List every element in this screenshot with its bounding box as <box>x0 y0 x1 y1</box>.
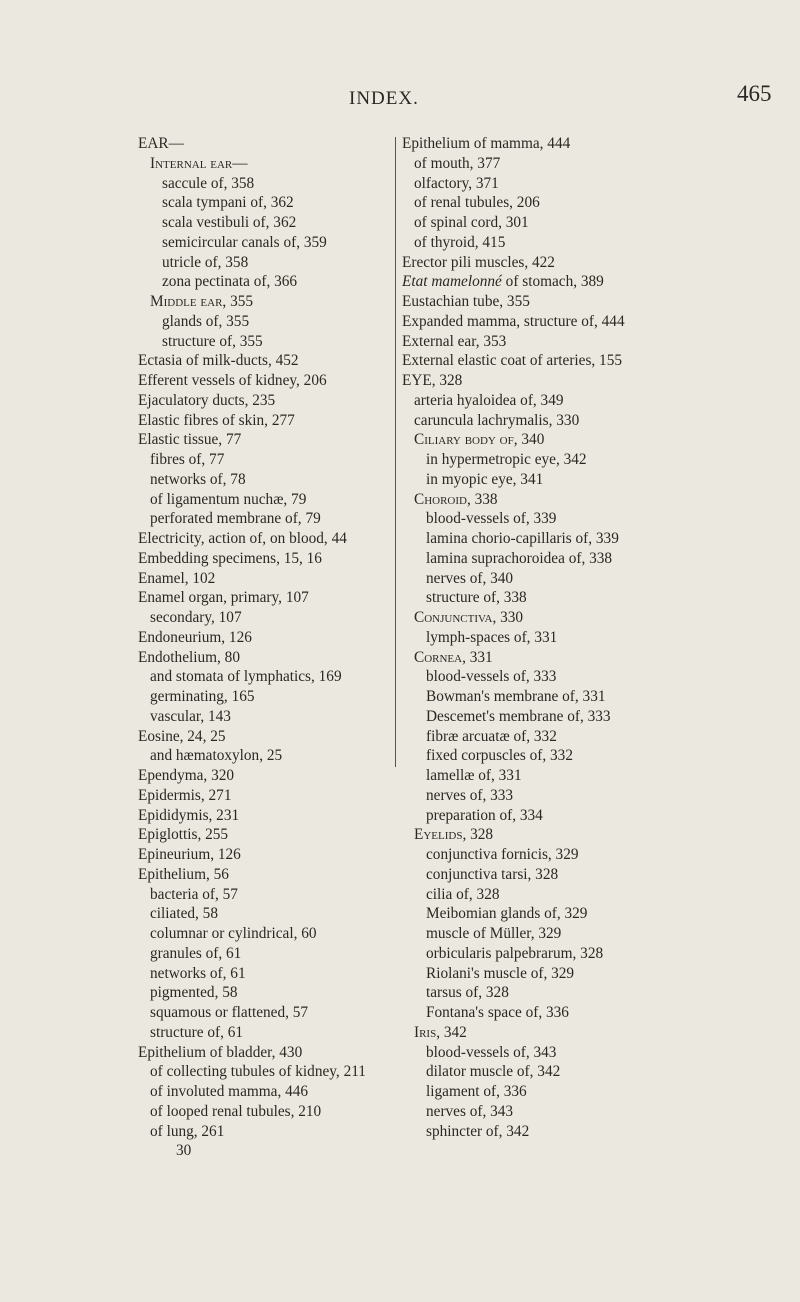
index-column-right <box>402 134 772 1141</box>
index-entry: tarsus of, 328 <box>426 984 509 1002</box>
index-entry: nerves of, 343 <box>426 1102 514 1120</box>
index-entry: of spinal cord, 301 <box>414 214 529 231</box>
index-entry: structure of, 338 <box>426 589 527 607</box>
index-entry: preparation of, 334 <box>426 806 543 824</box>
index-entry: saccule of, 358 <box>162 174 255 192</box>
index-entry: Enamel organ, primary, 107 <box>138 589 309 607</box>
running-header: INDEX. <box>349 88 419 109</box>
index-entry: sphincter of, 342 <box>426 1122 530 1140</box>
index-entry: perforated membrane of, 79 <box>150 510 321 528</box>
index-entry: networks of, 78 <box>150 470 246 488</box>
index-entry: Eyelids, 328 <box>414 826 494 844</box>
index-entry: Embedding specimens, 15, 16 <box>138 549 322 567</box>
index-entry: Bowman's membrane of, 331 <box>426 688 606 705</box>
index-entry: bacteria of, 57 <box>150 885 238 903</box>
index-entry: structure of, 355 <box>162 332 263 350</box>
index-entry: Efferent vessels of kidney, 206 <box>138 372 327 389</box>
page-number: 465 <box>737 81 772 106</box>
index-entry: of mouth, 377 <box>414 154 501 172</box>
index-entry: glands of, 355 <box>162 312 250 330</box>
index-entry: lamina suprachoroidea of, 338 <box>426 549 613 567</box>
index-entry: Epididymis, 231 <box>138 806 240 824</box>
index-entry: of involuted mamma, 446 <box>150 1083 309 1100</box>
index-entry: of renal tubules, 206 <box>414 194 540 212</box>
index-entry: blood-vessels of, 333 <box>426 668 557 686</box>
index-entry: Eustachian tube, 355 <box>402 293 530 310</box>
index-entry: Iris, 342 <box>414 1023 467 1041</box>
index-entry: Eosine, 24, 25 <box>138 727 226 745</box>
index-entry: networks of, 61 <box>150 964 246 982</box>
index-entry: of ligamentum nuchæ, 79 <box>150 490 307 508</box>
index-entry: blood-vessels of, 339 <box>426 510 557 528</box>
index-entry: arteria hyaloidea of, 349 <box>414 391 564 409</box>
index-entry: nerves of, 340 <box>426 569 514 587</box>
index-entry: lymph-spaces of, 331 <box>426 628 558 646</box>
index-entry: EAR— <box>138 135 184 152</box>
index-entry: External ear, 353 <box>402 332 507 350</box>
index-entry: Enamel, 102 <box>138 569 216 587</box>
index-entry: Etat mamelonné of stomach, 389 <box>402 273 604 291</box>
index-entry: secondary, 107 <box>150 609 242 626</box>
index-entry: conjunctiva tarsi, 328 <box>426 865 559 883</box>
index-entry: vascular, 143 <box>150 707 231 725</box>
index-entry: fibræ arcuatæ of, 332 <box>426 727 557 745</box>
index-entry: Epidermis, 271 <box>138 786 232 804</box>
index-entry: Epineurium, 126 <box>138 846 241 863</box>
index-entry: Epithelium of bladder, 430 <box>138 1043 303 1061</box>
index-entry: pigmented, 58 <box>150 984 238 1002</box>
index-entry: External elastic coat of arteries, 155 <box>402 352 623 370</box>
index-entry: structure of, 61 <box>150 1023 244 1041</box>
index-entry: EYE, 328 <box>402 372 463 389</box>
index-entry: in myopic eye, 341 <box>426 470 544 488</box>
index-entry: cilia of, 328 <box>426 885 500 903</box>
index-entry: Internal ear— <box>150 154 248 172</box>
index-entry: Riolani's muscle of, 329 <box>426 964 575 982</box>
index-entry: ligament of, 336 <box>426 1083 527 1100</box>
index-entry: 30 <box>176 1142 192 1160</box>
index-entry: ciliated, 58 <box>150 905 218 923</box>
index-entry: of lung, 261 <box>150 1122 225 1140</box>
index-entry: nerves of, 333 <box>426 786 514 804</box>
index-entry: utricle of, 358 <box>162 253 249 271</box>
index-entry: orbicularis palpebrarum, 328 <box>426 944 604 962</box>
index-entry: lamina chorio-capillaris of, 339 <box>426 530 619 547</box>
index-entry: Cornea, 331 <box>414 648 493 666</box>
index-entry: dilator muscle of, 342 <box>426 1063 561 1081</box>
index-entry: Epithelium of mamma, 444 <box>402 135 571 152</box>
index-entry: Elastic tissue, 77 <box>138 431 242 449</box>
index-entry: Endothelium, 80 <box>138 648 240 666</box>
index-entry: Choroid, 338 <box>414 490 498 508</box>
index-entry: fixed corpuscles of, 332 <box>426 747 573 765</box>
index-entry: fibres of, 77 <box>150 451 225 468</box>
index-entry: squamous or flattened, 57 <box>150 1004 309 1021</box>
column-divider <box>395 137 396 767</box>
index-entry: Ejaculatory ducts, 235 <box>138 391 276 409</box>
index-entry: granules of, 61 <box>150 944 242 962</box>
index-entry: Epithelium, 56 <box>138 865 229 883</box>
index-entry: muscle of Müller, 329 <box>426 925 562 942</box>
index-entry: Elastic fibres of skin, 277 <box>138 411 295 429</box>
index-entry: Meibomian glands of, 329 <box>426 905 588 923</box>
index-entry: Conjunctiva, 330 <box>414 609 524 626</box>
index-entry: scala vestibuli of, 362 <box>162 214 297 231</box>
index-entry: Erector pili muscles, 422 <box>402 253 555 271</box>
index-entry: of looped renal tubules, 210 <box>150 1102 322 1120</box>
index-entry: Endoneurium, 126 <box>138 628 252 646</box>
index-entry: Ciliary body of, 340 <box>414 431 545 449</box>
index-entry: Expanded mamma, structure of, 444 <box>402 312 625 330</box>
index-entry: germinating, 165 <box>150 688 255 705</box>
index-entry: in hypermetropic eye, 342 <box>426 451 587 468</box>
index-entry: zona pectinata of, 366 <box>162 273 298 291</box>
index-entry: caruncula lachrymalis, 330 <box>414 411 580 429</box>
index-entry: Descemet's membrane of, 333 <box>426 707 611 725</box>
index-entry: Fontana's space of, 336 <box>426 1004 569 1021</box>
index-entry: of thyroid, 415 <box>414 233 506 251</box>
index-entry: of collecting tubules of kidney, 211 <box>150 1063 366 1081</box>
index-entry: lamellæ of, 331 <box>426 767 522 784</box>
index-entry: blood-vessels of, 343 <box>426 1043 557 1061</box>
index-entry: and stomata of lymphatics, 169 <box>150 668 342 686</box>
index-entry: scala tympani of, 362 <box>162 194 294 212</box>
index-entry: Middle ear, 355 <box>150 293 254 310</box>
index-entry: conjunctiva fornicis, 329 <box>426 846 579 863</box>
index-entry: semicircular canals of, 359 <box>162 233 327 251</box>
index-entry: olfactory, 371 <box>414 174 499 192</box>
index-entry: and hæmatoxylon, 25 <box>150 747 283 765</box>
index-entry: columnar or cylindrical, 60 <box>150 925 317 942</box>
index-entry: Electricity, action of, on blood, 44 <box>138 530 347 547</box>
index-entry: Epiglottis, 255 <box>138 826 229 844</box>
index-entry: Ependyma, 320 <box>138 767 235 784</box>
index-entry: Ectasia of milk-ducts, 452 <box>138 352 299 370</box>
